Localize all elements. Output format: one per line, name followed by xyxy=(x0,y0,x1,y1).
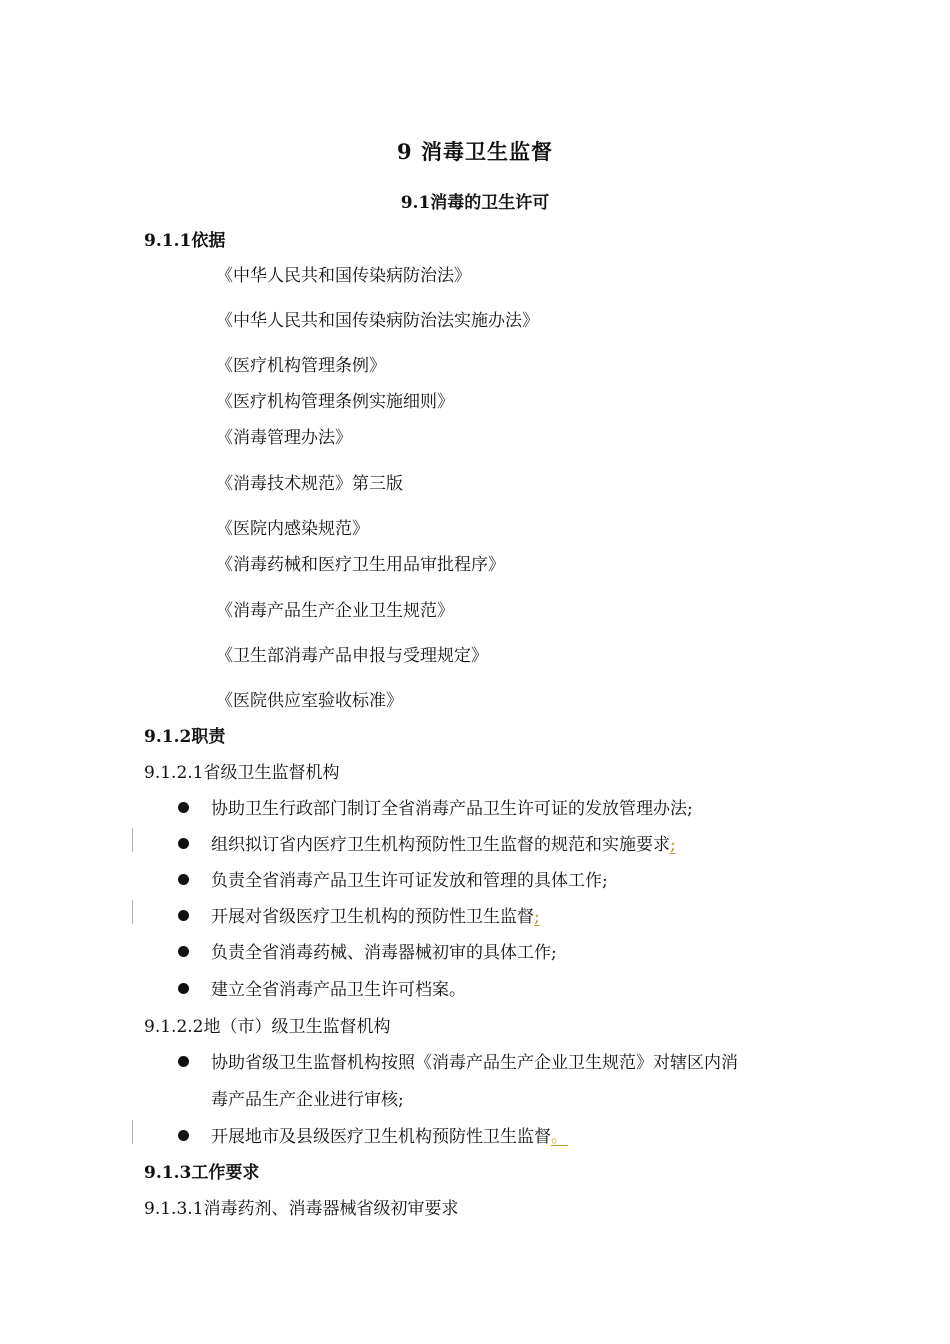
bullet-item: 开展对省级医疗卫生机构的预防性卫生监督; xyxy=(178,902,546,927)
heading-9-1-2: 9.1.2职责 xyxy=(144,727,226,747)
bullet-item: 负责全省消毒产品卫生许可证发放和管理的具体工作; xyxy=(178,866,608,891)
revision-mark: 。 xyxy=(551,1127,568,1147)
reference-item: 《消毒药械和医疗卫生用品审批程序》 xyxy=(216,555,505,575)
bullet-dot-icon xyxy=(178,802,189,813)
heading-9-1-2-2: 9.1.2.2地（市）级卫生监督机构 xyxy=(144,1017,391,1037)
bullet-dot-icon xyxy=(178,1130,189,1141)
reference-item: 《中华人民共和国传染病防治法实施办法》 xyxy=(216,311,539,331)
heading-9-1-3-1: 9.1.3.1消毒药剂、消毒器械省级初审要求 xyxy=(144,1199,459,1219)
heading-9-1-1: 9.1.1依据 xyxy=(144,231,226,251)
section-title: 9.1消毒的卫生许可 xyxy=(400,193,550,213)
change-bar xyxy=(132,828,133,852)
reference-item: 《中华人民共和国传染病防治法》 xyxy=(216,266,471,286)
bullet-dot-icon xyxy=(178,946,189,957)
revision-mark: ; xyxy=(534,907,540,927)
bullet-item: 协助卫生行政部门制订全省消毒产品卫生许可证的发放管理办法; xyxy=(178,794,693,819)
reference-item: 《医院供应室验收标准》 xyxy=(216,691,403,711)
heading-9-1-2-1: 9.1.2.1省级卫生监督机构 xyxy=(144,763,340,783)
reference-item: 《医疗机构管理条例》 xyxy=(216,356,386,376)
bullet-dot-icon xyxy=(178,838,189,849)
change-bar xyxy=(132,900,133,924)
bullet-item: 开展地市及县级医疗卫生机构预防性卫生监督。 xyxy=(178,1122,574,1147)
heading-9-1-3: 9.1.3工作要求 xyxy=(144,1163,260,1183)
reference-item: 《消毒技术规范》第三版 xyxy=(216,474,403,494)
bullet-continuation: 毒产品生产企业进行审核; xyxy=(211,1090,404,1110)
bullet-item: 协助省级卫生监督机构按照《消毒产品生产企业卫生规范》对辖区内消 xyxy=(178,1048,738,1073)
bullet-item: 建立全省消毒产品卫生许可档案。 xyxy=(178,975,466,1000)
change-bar xyxy=(132,1120,133,1144)
bullet-dot-icon xyxy=(178,1056,189,1067)
reference-item: 《医疗机构管理条例实施细则》 xyxy=(216,392,454,412)
chapter-title: 9 消毒卫生监督 xyxy=(397,139,553,164)
bullet-item: 负责全省消毒药械、消毒器械初审的具体工作; xyxy=(178,938,557,963)
reference-item: 《医院内感染规范》 xyxy=(216,519,369,539)
reference-item: 《消毒产品生产企业卫生规范》 xyxy=(216,601,454,621)
reference-item: 《消毒管理办法》 xyxy=(216,428,352,448)
revision-mark: ; xyxy=(670,835,676,855)
bullet-dot-icon xyxy=(178,983,189,994)
bullet-item: 组织拟订省内医疗卫生机构预防性卫生监督的规范和实施要求; xyxy=(178,830,682,855)
bullet-dot-icon xyxy=(178,910,189,921)
reference-item: 《卫生部消毒产品申报与受理规定》 xyxy=(216,646,488,666)
bullet-dot-icon xyxy=(178,874,189,885)
